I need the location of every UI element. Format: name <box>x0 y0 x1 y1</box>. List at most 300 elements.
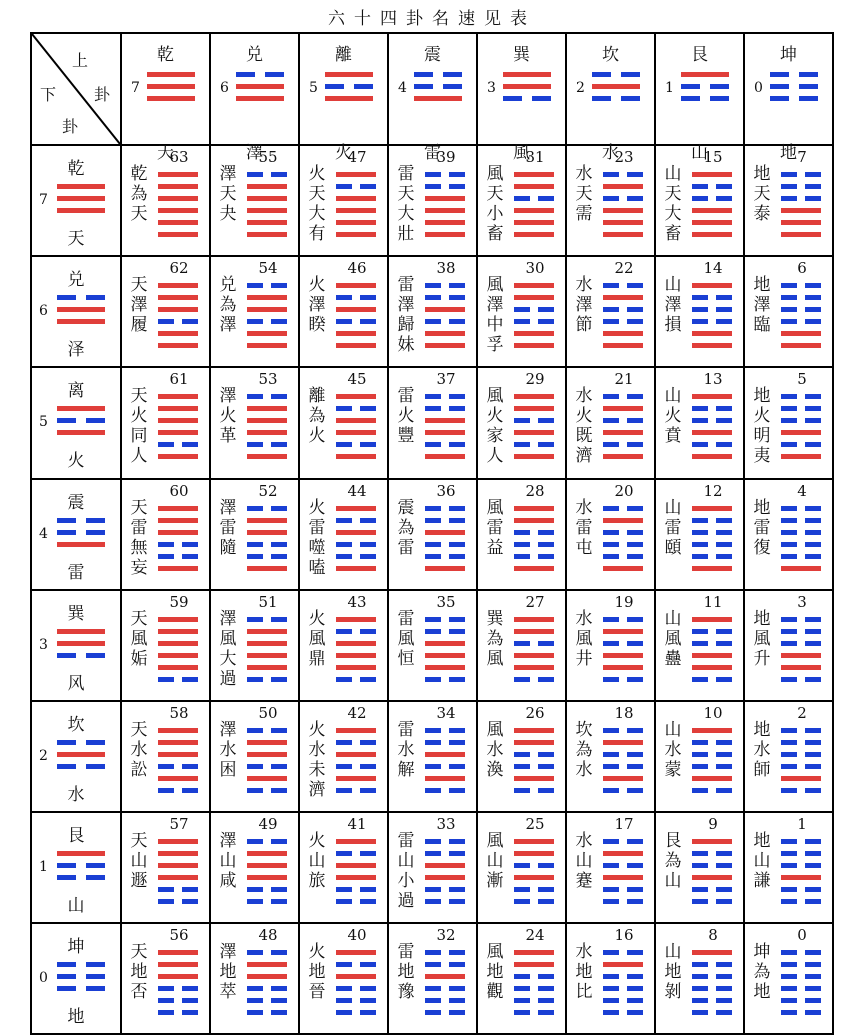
hexagram-name: 天山遯 <box>130 831 148 891</box>
yang-line <box>247 740 287 745</box>
yin-line <box>57 974 105 979</box>
yang-line <box>603 566 643 571</box>
yin-line <box>781 728 821 733</box>
yin-line <box>236 72 284 77</box>
yang-line <box>514 172 554 177</box>
trigram-name: 離 <box>335 45 352 65</box>
yang-line <box>158 617 198 622</box>
yang-line <box>247 641 287 646</box>
yang-line <box>692 776 732 781</box>
hexagram-cell <box>566 256 655 367</box>
trigram-image: 风 <box>67 674 85 694</box>
hexagram-number: 62 <box>169 259 189 277</box>
hexagram-number: 40 <box>347 926 367 944</box>
yin-line <box>425 950 465 955</box>
hexagram-name: 地澤臨 <box>753 275 771 335</box>
yin-line <box>425 442 465 447</box>
yang-line <box>603 208 643 213</box>
hexagram-number: 15 <box>703 148 723 166</box>
yin-line <box>692 542 732 547</box>
yin-line <box>692 752 732 757</box>
yin-line <box>781 986 821 991</box>
hexagram-number: 17 <box>614 815 634 833</box>
yang-line <box>425 530 465 535</box>
hexagram-number: 24 <box>525 926 545 944</box>
trigram-name: 震 <box>67 493 85 513</box>
yin-line <box>425 962 465 967</box>
yin-line <box>603 899 643 904</box>
yang-line <box>514 851 554 856</box>
yin-line <box>325 84 373 89</box>
yang-line <box>247 875 287 880</box>
yin-line <box>158 542 198 547</box>
hexagram-number: 26 <box>525 704 545 722</box>
yang-line <box>514 506 554 511</box>
yin-line <box>692 641 732 646</box>
trigram-image: 泽 <box>67 340 85 360</box>
yin-line <box>514 788 554 793</box>
yang-line <box>158 776 198 781</box>
yang-line <box>247 629 287 634</box>
yang-line <box>425 196 465 201</box>
yin-line <box>781 677 821 682</box>
trigram-number: 2 <box>576 80 585 96</box>
yang-line <box>247 851 287 856</box>
yin-line <box>247 506 287 511</box>
yang-line <box>158 220 198 225</box>
hexagram-cell <box>210 479 299 590</box>
yin-line <box>592 72 640 77</box>
hexagram-cell <box>566 701 655 812</box>
yin-line <box>692 788 732 793</box>
hexagram-number: 41 <box>347 815 367 833</box>
hexagram-number: 23 <box>614 148 634 166</box>
hexagram-number: 56 <box>169 926 189 944</box>
yang-line <box>158 974 198 979</box>
yin-line <box>425 740 465 745</box>
hexagram-number: 30 <box>525 259 545 277</box>
yang-line <box>692 454 732 459</box>
yin-line <box>336 962 376 967</box>
yin-line <box>336 740 376 745</box>
lower-trigram-header <box>31 145 121 256</box>
hexagram-name: 火風鼎 <box>308 609 326 669</box>
yang-line <box>603 295 643 300</box>
yin-line <box>514 677 554 682</box>
yang-line <box>603 875 643 880</box>
yin-line <box>336 998 376 1003</box>
yin-line <box>57 518 105 523</box>
trigram-name: 巽 <box>513 45 530 65</box>
hexagram-name: 風山漸 <box>486 831 504 891</box>
hexagram-name: 火澤睽 <box>308 275 326 335</box>
trigram-name: 兑 <box>246 45 263 65</box>
hexagram-cell <box>299 590 388 701</box>
yin-line <box>781 542 821 547</box>
yang-line <box>57 851 105 856</box>
trigram-number: 3 <box>39 637 48 653</box>
yang-line <box>336 950 376 955</box>
yin-line <box>336 887 376 892</box>
yang-line <box>158 728 198 733</box>
hexagram-cell <box>121 145 210 256</box>
yin-line <box>781 887 821 892</box>
yang-line <box>503 72 551 77</box>
trigram-image: 山 <box>67 896 85 916</box>
yin-line <box>57 740 105 745</box>
trigram-name: 离 <box>67 381 85 401</box>
yang-line <box>57 641 105 646</box>
hexagram-name: 火山旅 <box>308 831 326 891</box>
yang-line <box>336 728 376 733</box>
hexagram-number: 28 <box>525 482 545 500</box>
yin-line <box>692 629 732 634</box>
yang-line <box>425 208 465 213</box>
yang-line <box>158 518 198 523</box>
yang-line <box>692 728 732 733</box>
hexagram-cell <box>566 145 655 256</box>
yin-line <box>781 1010 821 1015</box>
yang-line <box>158 331 198 336</box>
yang-line <box>158 196 198 201</box>
yin-line <box>592 96 640 101</box>
yang-line <box>603 629 643 634</box>
hexagram-name: 雷澤歸妹 <box>397 275 415 355</box>
yang-line <box>336 220 376 225</box>
hexagram-cell <box>121 812 210 923</box>
yang-line <box>158 406 198 411</box>
hexagram-number: 16 <box>614 926 634 944</box>
hexagram-name: 山火賁 <box>664 386 682 446</box>
yin-line <box>425 851 465 856</box>
yang-line <box>247 331 287 336</box>
hexagram-name: 澤水困 <box>219 720 237 780</box>
yang-line <box>692 875 732 880</box>
hexagram-cell <box>566 367 655 479</box>
hexagram-cell <box>210 256 299 367</box>
trigram-number: 1 <box>665 80 674 96</box>
yin-line <box>425 839 465 844</box>
hexagram-name: 天澤履 <box>130 275 148 335</box>
hexagram-name: 雷地豫 <box>397 942 415 1002</box>
hexagram-number: 13 <box>703 370 723 388</box>
hexagram-number: 27 <box>525 593 545 611</box>
yang-line <box>514 617 554 622</box>
hexagram-cell <box>744 256 833 367</box>
yin-line <box>603 641 643 646</box>
trigram-number: 5 <box>39 414 48 430</box>
yang-line <box>425 418 465 423</box>
yin-line <box>781 319 821 324</box>
yang-line <box>57 542 105 547</box>
yin-line <box>336 677 376 682</box>
yin-line <box>514 319 554 324</box>
yang-line <box>603 343 643 348</box>
hexagram-number: 60 <box>169 482 189 500</box>
hexagram-cell <box>655 367 744 479</box>
yin-line <box>158 1010 198 1015</box>
hexagram-name: 水火既濟 <box>575 386 593 466</box>
yin-line <box>425 998 465 1003</box>
lower-trigram-header <box>31 923 121 1034</box>
yang-line <box>692 665 732 670</box>
yang-line <box>692 331 732 336</box>
yin-line <box>247 728 287 733</box>
yin-line <box>425 1010 465 1015</box>
yin-line <box>336 851 376 856</box>
yin-line <box>781 764 821 769</box>
yang-line <box>57 208 105 213</box>
yang-line <box>336 863 376 868</box>
hexagram-name: 天風姤 <box>130 609 148 669</box>
hexagram-number: 49 <box>258 815 278 833</box>
yang-line <box>336 776 376 781</box>
yang-line <box>325 72 373 77</box>
yang-line <box>692 172 732 177</box>
hexagram-number: 22 <box>614 259 634 277</box>
hexagram-name: 水風井 <box>575 609 593 669</box>
hexagram-name: 澤雷隨 <box>219 498 237 558</box>
hexagram-cell <box>744 701 833 812</box>
hexagram-number: 0 <box>797 926 807 944</box>
yin-line <box>247 542 287 547</box>
yang-line <box>57 430 105 435</box>
hexagram-number: 12 <box>703 482 723 500</box>
yin-line <box>336 986 376 991</box>
yang-line <box>781 653 821 658</box>
yang-line <box>247 406 287 411</box>
yang-line <box>336 566 376 571</box>
yin-line <box>247 283 287 288</box>
hexagram-cell <box>388 701 477 812</box>
trigram-image: 雷 <box>424 143 441 163</box>
yang-line <box>336 752 376 757</box>
yin-line <box>603 319 643 324</box>
yang-line <box>336 232 376 237</box>
yin-line <box>603 418 643 423</box>
yang-line <box>247 232 287 237</box>
yang-line <box>514 566 554 571</box>
yang-line <box>158 863 198 868</box>
trigram-number: 4 <box>39 526 48 542</box>
yin-line <box>692 442 732 447</box>
hexagram-cell <box>210 367 299 479</box>
yang-line <box>681 72 729 77</box>
yang-line <box>603 740 643 745</box>
yang-line <box>425 343 465 348</box>
yang-line <box>247 566 287 571</box>
yang-line <box>158 629 198 634</box>
yin-line <box>781 962 821 967</box>
yin-line <box>336 319 376 324</box>
yang-line <box>158 740 198 745</box>
yang-line <box>336 617 376 622</box>
hexagram-number: 45 <box>347 370 367 388</box>
lower-trigram-header <box>31 479 121 590</box>
yin-line <box>57 863 105 868</box>
yang-line <box>236 96 284 101</box>
yin-line <box>514 554 554 559</box>
hexagram-name: 地風升 <box>753 609 771 669</box>
hexagram-name: 山天大畜 <box>664 164 682 244</box>
yin-line <box>781 788 821 793</box>
trigram-image: 地 <box>780 143 797 163</box>
hexagram-name: 乾為天 <box>130 164 148 224</box>
header-row <box>31 33 833 145</box>
hexagram-cell <box>299 923 388 1034</box>
yang-line <box>692 283 732 288</box>
yang-line <box>247 184 287 189</box>
hexagram-cell <box>121 590 210 701</box>
yin-line <box>247 617 287 622</box>
yang-line <box>514 629 554 634</box>
hexagram-number: 36 <box>436 482 456 500</box>
hexagram-cell <box>566 812 655 923</box>
yang-line <box>158 307 198 312</box>
hexagram-cell <box>388 256 477 367</box>
yang-line <box>336 839 376 844</box>
yang-line <box>158 184 198 189</box>
yin-line <box>414 84 462 89</box>
lower-label: 下 <box>40 85 57 104</box>
yang-line <box>514 875 554 880</box>
yang-line <box>425 331 465 336</box>
yin-line <box>425 518 465 523</box>
hexagram-number: 42 <box>347 704 367 722</box>
hexagram-cell <box>299 479 388 590</box>
yang-line <box>158 232 198 237</box>
yin-line <box>336 184 376 189</box>
yang-line <box>336 430 376 435</box>
yang-line <box>503 84 551 89</box>
yang-line <box>781 232 821 237</box>
trigram-number: 7 <box>131 80 140 96</box>
yang-line <box>336 665 376 670</box>
yang-line <box>336 283 376 288</box>
hexagram-cell <box>477 367 566 479</box>
yin-line <box>770 84 818 89</box>
yang-line <box>158 454 198 459</box>
yin-line <box>692 764 732 769</box>
hexagram-cell <box>299 145 388 256</box>
lower-trigram-header <box>31 367 121 479</box>
hexagram-cell <box>655 256 744 367</box>
trigram-number: 0 <box>39 970 48 986</box>
yang-line <box>336 307 376 312</box>
hexagram-cell <box>566 479 655 590</box>
yin-line <box>692 196 732 201</box>
yang-line <box>158 653 198 658</box>
yin-line <box>603 542 643 547</box>
yin-line <box>57 875 105 880</box>
yang-line <box>158 295 198 300</box>
yang-line <box>781 343 821 348</box>
hexagram-cell <box>655 812 744 923</box>
yang-line <box>158 875 198 880</box>
hexagram-name: 坤為地 <box>753 942 771 1002</box>
hexagram-number: 38 <box>436 259 456 277</box>
yin-line <box>158 764 198 769</box>
yin-line <box>425 394 465 399</box>
yin-line <box>247 172 287 177</box>
yang-line <box>158 208 198 213</box>
hexagram-cell <box>655 145 744 256</box>
yin-line <box>336 295 376 300</box>
hexagram-name: 火水未濟 <box>308 720 326 800</box>
yin-line <box>57 764 105 769</box>
yin-line <box>603 554 643 559</box>
hexagram-name: 山風蠱 <box>664 609 682 669</box>
hexagram-name: 巽為風 <box>486 609 504 669</box>
trigram-image: 山 <box>691 143 708 163</box>
hexagram-row <box>31 367 833 479</box>
yin-line <box>770 96 818 101</box>
trigram-number: 0 <box>754 80 763 96</box>
hexagram-name: 火天大有 <box>308 164 326 244</box>
yang-line <box>514 208 554 213</box>
hexagram-number: 51 <box>258 593 278 611</box>
trigram-name: 兑 <box>67 270 85 290</box>
yin-line <box>425 677 465 682</box>
yin-line <box>158 986 198 991</box>
yin-line <box>514 752 554 757</box>
yang-line <box>514 430 554 435</box>
yin-line <box>425 506 465 511</box>
hexagram-cell <box>210 812 299 923</box>
hexagram-name: 水澤節 <box>575 275 593 335</box>
yang-line <box>247 665 287 670</box>
hexagram-number: 39 <box>436 148 456 166</box>
hexagram-number: 32 <box>436 926 456 944</box>
yin-line <box>425 986 465 991</box>
hexagram-number: 6 <box>797 259 807 277</box>
trigram-name: 坎 <box>602 45 619 65</box>
hexagram-name: 山水蒙 <box>664 720 682 780</box>
yin-line <box>603 506 643 511</box>
hexagram-cell <box>121 479 210 590</box>
trigram-name: 艮 <box>691 45 708 65</box>
yang-line <box>603 406 643 411</box>
yang-line <box>603 331 643 336</box>
yin-line <box>781 950 821 955</box>
corner-cell <box>31 33 121 145</box>
hexagram-name: 地天泰 <box>753 164 771 224</box>
yang-line <box>247 518 287 523</box>
hexagram-cell <box>210 145 299 256</box>
hexagram-cell <box>744 923 833 1034</box>
trigram-name: 乾 <box>67 159 85 179</box>
hexagram-name: 風地觀 <box>486 942 504 1002</box>
yang-line <box>158 430 198 435</box>
hexagram-number: 10 <box>703 704 723 722</box>
hexagram-number: 37 <box>436 370 456 388</box>
lower-gua-label: 卦 <box>62 117 79 136</box>
yin-line <box>781 172 821 177</box>
hexagram-name: 坎為水 <box>575 720 593 780</box>
lower-trigram-header <box>31 590 121 701</box>
hexagram-cell <box>477 923 566 1034</box>
yang-line <box>425 307 465 312</box>
yin-line <box>781 740 821 745</box>
yang-line <box>247 454 287 459</box>
trigram-image: 天 <box>157 143 174 163</box>
yang-line <box>514 184 554 189</box>
yang-line <box>514 232 554 237</box>
hexagram-number: 3 <box>797 593 807 611</box>
hexagram-name: 震為雷 <box>397 498 415 558</box>
yang-line <box>692 208 732 213</box>
yin-line <box>781 283 821 288</box>
